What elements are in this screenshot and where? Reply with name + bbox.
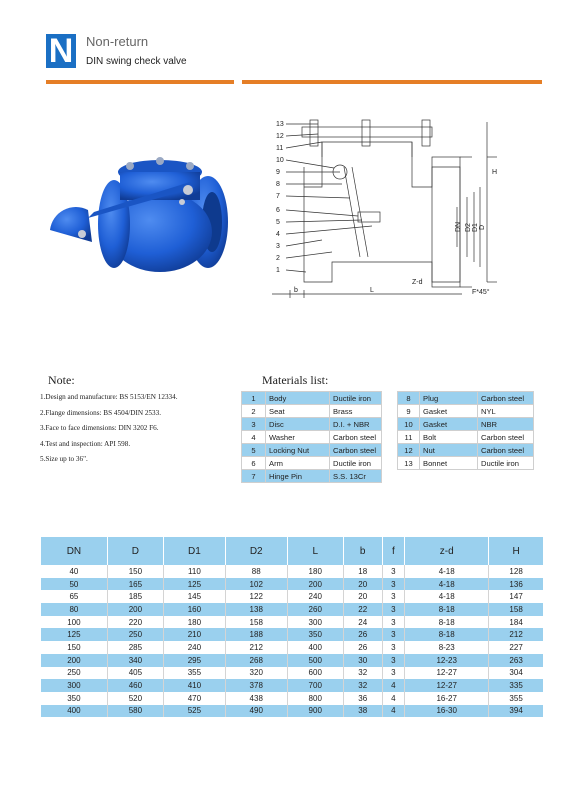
part-label-6: 6 [276,207,280,214]
table-cell: 260 [287,603,343,616]
col-header-zd: z-d [405,537,489,565]
cell: Bolt [420,431,478,444]
table-row [41,654,543,667]
table-row [398,418,534,431]
table-cell: 100 [41,616,107,629]
table-row [41,692,543,705]
cell: Body [266,392,330,405]
table-row [242,457,382,470]
cell: Carbon steel [478,392,534,405]
materials-heading: Materials list: [262,373,329,387]
table-cell: 32 [343,667,382,680]
table-cell: 263 [489,654,543,667]
table-cell: 700 [287,679,343,692]
table-cell: 400 [41,705,107,718]
part-label-11: 11 [276,145,284,152]
col-header-d1: D1 [164,537,226,565]
table-cell: 50 [41,578,107,591]
col-header-dn: DN [41,537,107,565]
part-label-1: 1 [276,267,280,274]
materials-table-left [241,391,382,483]
table-cell: 285 [107,641,163,654]
part-label-3: 3 [276,243,280,250]
cell: 5 [242,444,266,457]
part-label-12: 12 [276,133,284,140]
part-label-8: 8 [276,181,280,188]
table-cell: 320 [225,667,287,680]
table-cell: 180 [164,616,226,629]
table-cell: 300 [41,679,107,692]
table-row [41,565,543,578]
table-cell: 4 [382,692,405,705]
notes-heading: Note: [48,373,75,387]
table-row [398,405,534,418]
table-cell: 400 [287,641,343,654]
table-cell: 38 [343,705,382,718]
table-cell: 900 [287,705,343,718]
col-header-f: f [382,537,405,565]
table-cell: 520 [107,692,163,705]
table-cell: 227 [509,642,523,652]
cell: Plug [420,392,478,405]
table-cell: 3 [382,628,405,641]
table-cell: 150 [41,641,107,654]
table-cell: 16-27 [405,692,489,705]
table-cell: 200 [41,654,107,667]
table-cell: 4 [382,705,405,718]
table-cell: 4 [382,679,405,692]
table-row [41,679,543,692]
table-cell: 3 [382,616,405,629]
table-cell: 220 [107,616,163,629]
dim-label-d1: D1 [472,223,479,232]
table-row [41,603,543,616]
table-cell: 3 [382,603,405,616]
page-title: Non-return [86,34,149,49]
table-cell: 180 [287,565,343,578]
cell: 2 [242,405,266,418]
table-cell: 490 [225,705,287,718]
table-cell: 125 [41,628,107,641]
table-cell: 8-18 [405,616,489,629]
table-cell: 8-18 [405,628,489,641]
table-cell: 138 [225,603,287,616]
part-label-7: 7 [276,193,280,200]
table-cell: 240 [287,590,343,603]
col-header-d: D [107,537,163,565]
cell: Bonnet [420,457,478,470]
part-label-2: 2 [276,255,280,262]
col-header-d2: D2 [225,537,287,565]
table-cell: 22 [343,603,382,616]
table-cell: 24 [343,616,382,629]
dim-label-dn: DN [455,221,462,232]
table-cell: 136 [489,578,543,591]
cell: Nut [420,444,478,457]
table-cell: 405 [107,667,163,680]
notes-list [40,390,178,468]
table-cell: 410 [164,679,226,692]
table-cell: 3 [382,641,405,654]
col-header-b: b [343,537,382,565]
table-cell: 26 [343,641,382,654]
table-cell: 470 [164,692,226,705]
table-cell: 4-18 [405,565,489,578]
table-cell: 212 [489,628,543,641]
table-cell: 160 [164,603,226,616]
table-cell: 16-30 [405,705,489,718]
col-header-l: L [287,537,343,565]
table-cell: 350 [41,692,107,705]
table-cell: 200 [287,578,343,591]
table-cell: 122 [225,590,287,603]
dim-label-b: b [294,287,298,294]
table-cell: 80 [41,603,107,616]
table-cell: 500 [287,654,343,667]
table-cell: 145 [164,590,226,603]
cell: 9 [398,405,420,418]
cell: 11 [398,431,420,444]
table-cell: 150 [107,565,163,578]
table-cell: 3 [382,578,405,591]
header-rule-right [242,80,542,84]
table-row [398,392,534,405]
table-cell: 40 [41,565,107,578]
dim-label-d: D [479,224,486,230]
table-cell: 26 [343,628,382,641]
table-cell: 580 [107,705,163,718]
table-cell: 102 [225,578,287,591]
cell: 10 [398,418,420,431]
table-row [41,578,543,591]
table-cell: 378 [225,679,287,692]
part-label-9: 9 [276,169,280,176]
brand-logo: N [46,34,76,68]
cell: 7 [242,470,266,483]
note-item: 4.Test and inspection: API 598. [40,439,131,448]
cell: 12 [398,444,420,457]
table-cell: 165 [107,578,163,591]
cell: Ductile iron [330,392,382,405]
cell: Gasket [420,418,478,431]
table-cell: 12-27 [405,679,489,692]
table-row [41,616,543,629]
table-cell: 12-27 [405,667,489,680]
table-cell: 185 [107,590,163,603]
table-row [242,444,382,457]
table-row [242,392,382,405]
note-item: 2.Flange dimensions: BS 4504/DIN 2533. [40,408,161,417]
cell: Ductile iron [330,457,382,470]
table-cell: 20 [343,590,382,603]
valve-photo [30,130,240,280]
table-row [398,444,534,457]
cell: Washer [266,431,330,444]
table-cell: 600 [287,667,343,680]
page-subtitle: DIN swing check valve [86,56,187,67]
table-row [242,405,382,418]
materials-table-right [397,391,534,470]
cell: NBR [478,418,534,431]
table-cell: 3 [382,590,405,603]
table-cell: 240 [164,641,226,654]
table-header-row [41,537,543,565]
table-cell: 36 [343,692,382,705]
table-cell: 158 [489,603,543,616]
cell: D.I. + NBR [330,418,382,431]
table-cell: 438 [225,692,287,705]
cell: 4 [242,431,266,444]
cell: Gasket [420,405,478,418]
table-cell: 335 [489,679,543,692]
cell: 13 [398,457,420,470]
cell: 8 [398,392,420,405]
table-cell: 188 [225,628,287,641]
table-row [41,705,543,718]
cell: Carbon steel [478,431,534,444]
dim-label-f: F*45° [472,289,490,296]
part-label-5: 5 [276,219,280,226]
table-cell: 800 [287,692,343,705]
table-cell: 128 [509,566,523,576]
table-cell: 32 [343,679,382,692]
dim-label-h: H [492,169,498,176]
table-cell: 4-18 [405,578,489,591]
table-cell: 110 [164,565,226,578]
table-cell: 295 [164,654,226,667]
part-label-4: 4 [276,231,280,238]
cell: S.S. 13Cr [330,470,382,483]
table-cell: 304 [509,668,523,678]
table-row [41,641,543,654]
cell: Carbon steel [478,444,534,457]
valve-drawing [262,112,542,302]
cell: 3 [242,418,266,431]
dim-label-zd: Z-d [412,279,423,286]
col-header-h: H [489,537,543,565]
cell: 1 [242,392,266,405]
table-cell: 394 [489,705,543,718]
table-cell: 4-18 [405,590,489,603]
table-cell: 525 [164,705,226,718]
table-cell: 3 [382,565,405,578]
part-label-13: 13 [276,121,284,128]
table-cell: 65 [41,590,107,603]
cell: Ductile iron [478,457,534,470]
note-item: 3.Face to face dimensions: DIN 3202 F6. [40,424,159,432]
note-item: 5.Size up to 36". [40,455,88,463]
table-cell: 300 [287,616,343,629]
table-cell: 184 [509,617,523,627]
table-cell: 147 [509,592,523,602]
table-row [41,590,543,603]
table-row [242,418,382,431]
table-row [242,470,382,483]
table-row [41,628,543,641]
cell: Brass [330,405,382,418]
table-row [41,667,543,680]
table-cell: 268 [225,654,287,667]
table-cell: 30 [343,654,382,667]
table-cell: 355 [164,667,226,680]
cell: NYL [478,405,534,418]
table-cell: 460 [107,679,163,692]
cell: Hinge Pin [266,470,330,483]
table-cell: 3 [382,654,405,667]
part-label-10: 10 [276,157,284,164]
table-cell: 250 [107,628,163,641]
cell: Seat [266,405,330,418]
table-cell: 125 [164,578,226,591]
table-cell: 250 [41,667,107,680]
cell: Arm [266,457,330,470]
cell: 6 [242,457,266,470]
table-cell: 210 [164,628,226,641]
cell: Disc [266,418,330,431]
table-cell: 88 [225,565,287,578]
cell: Carbon steel [330,431,382,444]
table-cell: 200 [107,603,163,616]
table-cell: 8-23 [405,641,489,654]
table-cell: 355 [509,693,523,703]
table-cell: 212 [225,641,287,654]
table-cell: 158 [225,616,287,629]
table-cell: 18 [343,565,382,578]
cell: Carbon steel [330,444,382,457]
table-cell: 20 [343,578,382,591]
table-row [398,457,534,470]
counter-weight [50,207,92,242]
cell: Locking Nut [266,444,330,457]
dimensions-table [41,537,543,717]
table-cell: 3 [382,667,405,680]
note-item: 1.Design and manufacture: BS 5153/EN 12334. [40,393,178,401]
table-cell: 340 [107,654,163,667]
dim-label-l: L [370,287,374,294]
table-row [398,431,534,444]
table-cell: 12-23 [405,654,489,667]
table-cell: 350 [287,628,343,641]
table-row [242,431,382,444]
table-cell: 8-18 [405,603,489,616]
header-rule-left [46,80,234,84]
dim-label-d2: D2 [465,223,472,232]
